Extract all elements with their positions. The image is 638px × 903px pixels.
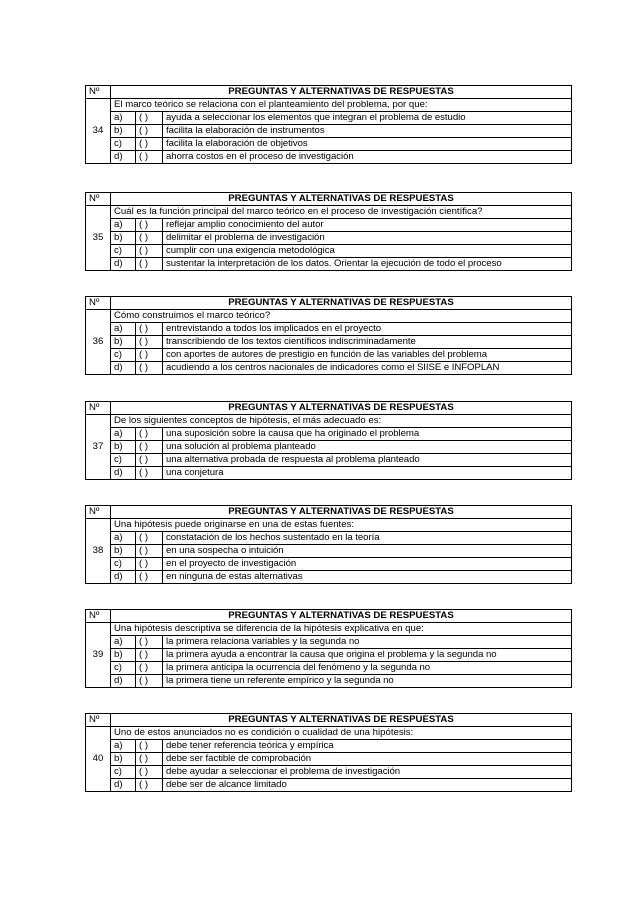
header-number-label: Nº: [86, 610, 111, 623]
answer-blank[interactable]: ( ): [136, 232, 163, 245]
stem-row: [86, 415, 572, 428]
answer-blank[interactable]: ( ): [136, 112, 163, 125]
header-title: PREGUNTAS Y ALTERNATIVAS DE RESPUESTAS: [111, 193, 572, 206]
stem-row: [86, 206, 572, 219]
answer-blank[interactable]: ( ): [136, 766, 163, 779]
option-text: la primera anticipa la ocurrencia del fenómeno y la segunda no: [163, 662, 572, 675]
option-letter: a): [111, 740, 136, 753]
answer-blank[interactable]: ( ): [136, 323, 163, 336]
option-row: [86, 349, 572, 362]
option-row: [86, 545, 572, 558]
option-text: la primera ayuda a encontrar la causa que origina el problema y la segunda no: [163, 649, 572, 662]
option-letter: d): [111, 258, 136, 271]
answer-blank[interactable]: ( ): [136, 532, 163, 545]
question-stem: Cómo construimos el marco teórico?: [111, 310, 572, 323]
option-row: [86, 151, 572, 164]
answer-blank[interactable]: ( ): [136, 753, 163, 766]
option-row: [86, 740, 572, 753]
option-text: una conjetura: [163, 467, 572, 480]
option-row: [86, 467, 572, 480]
question-number: 34: [86, 99, 111, 164]
option-row: [86, 649, 572, 662]
option-letter: c): [111, 245, 136, 258]
stem-row: [86, 623, 572, 636]
answer-blank[interactable]: ( ): [136, 649, 163, 662]
header-row: [86, 193, 572, 206]
option-text: facilita la elaboración de objetivos: [163, 138, 572, 151]
option-text: acudiendo a los centros nacionales de indicadores como el SIISE e INFOPLAN: [163, 362, 572, 375]
stem-row: [86, 99, 572, 112]
option-row: [86, 675, 572, 688]
header-row: [86, 714, 572, 727]
question-table: [85, 713, 572, 792]
option-letter: b): [111, 232, 136, 245]
question-table: [85, 296, 572, 375]
option-row: [86, 245, 572, 258]
question-number: 39: [86, 623, 111, 688]
answer-blank[interactable]: ( ): [136, 545, 163, 558]
header-row: [86, 506, 572, 519]
header-number-label: Nº: [86, 86, 111, 99]
option-letter: d): [111, 362, 136, 375]
header-title: PREGUNTAS Y ALTERNATIVAS DE RESPUESTAS: [111, 86, 572, 99]
header-number-label: Nº: [86, 506, 111, 519]
option-letter: b): [111, 441, 136, 454]
question-stem: El marco teórico se relaciona con el planteamiento del problema, por que:: [111, 99, 572, 112]
option-row: [86, 441, 572, 454]
option-letter: d): [111, 467, 136, 480]
answer-blank[interactable]: ( ): [136, 349, 163, 362]
answer-blank[interactable]: ( ): [136, 467, 163, 480]
header-row: [86, 86, 572, 99]
answer-blank[interactable]: ( ): [136, 428, 163, 441]
option-text: una alternativa probada de respuesta al problema planteado: [163, 454, 572, 467]
answer-blank[interactable]: ( ): [136, 740, 163, 753]
option-text: en el proyecto de investigación: [163, 558, 572, 571]
option-row: [86, 636, 572, 649]
answer-blank[interactable]: ( ): [136, 258, 163, 271]
question-table: [85, 85, 572, 164]
option-letter: a): [111, 219, 136, 232]
option-text: la primera tiene un referente empírico y la segunda no: [163, 675, 572, 688]
option-row: [86, 753, 572, 766]
question-number: 35: [86, 206, 111, 271]
answer-blank[interactable]: ( ): [136, 454, 163, 467]
option-letter: d): [111, 779, 136, 792]
option-text: debe ayudar a seleccionar el problema de investigación: [163, 766, 572, 779]
header-title: PREGUNTAS Y ALTERNATIVAS DE RESPUESTAS: [111, 297, 572, 310]
option-letter: c): [111, 138, 136, 151]
option-text: cumplir con una exigencia metodológica: [163, 245, 572, 258]
option-text: con aportes de autores de prestigio en función de las variables del problema: [163, 349, 572, 362]
header-row: [86, 297, 572, 310]
question-stem: Cuál es la función principal del marco teórico en el proceso de investigación científica?: [111, 206, 572, 219]
header-number-label: Nº: [86, 297, 111, 310]
option-text: ahorra costos en el proceso de investigación: [163, 151, 572, 164]
answer-blank[interactable]: ( ): [136, 125, 163, 138]
question-number: 36: [86, 310, 111, 375]
option-letter: a): [111, 323, 136, 336]
header-row: [86, 610, 572, 623]
option-letter: c): [111, 766, 136, 779]
option-text: la primera relaciona variables y la segunda no: [163, 636, 572, 649]
question-table: [85, 401, 572, 480]
option-text: reflejar amplio conocimiento del autor: [163, 219, 572, 232]
option-row: [86, 532, 572, 545]
question-table: [85, 609, 572, 688]
option-letter: d): [111, 151, 136, 164]
question-table: [85, 505, 572, 584]
option-letter: c): [111, 558, 136, 571]
option-text: debe tener referencia teórica y empírica: [163, 740, 572, 753]
answer-blank[interactable]: ( ): [136, 362, 163, 375]
question-stem: Una hipótesis puede originarse en una de estas fuentes:: [111, 519, 572, 532]
option-text: ayuda a seleccionar los elementos que integran el problema de estudio: [163, 112, 572, 125]
option-text: delimitar el problema de investigación: [163, 232, 572, 245]
option-row: [86, 571, 572, 584]
answer-blank[interactable]: ( ): [136, 219, 163, 232]
option-row: [86, 766, 572, 779]
option-row: [86, 323, 572, 336]
answer-blank[interactable]: ( ): [136, 441, 163, 454]
question-number: 40: [86, 727, 111, 792]
option-row: [86, 219, 572, 232]
answer-blank[interactable]: ( ): [136, 662, 163, 675]
option-row: [86, 112, 572, 125]
header-number-label: Nº: [86, 402, 111, 415]
answer-blank[interactable]: ( ): [136, 138, 163, 151]
answer-blank[interactable]: ( ): [136, 779, 163, 792]
option-text: en una sospecha o intuición: [163, 545, 572, 558]
option-letter: b): [111, 125, 136, 138]
answer-blank[interactable]: ( ): [136, 245, 163, 258]
answer-blank[interactable]: ( ): [136, 636, 163, 649]
question-stem: De los siguientes conceptos de hipótesis, el más adecuado es:: [111, 415, 572, 428]
option-letter: c): [111, 662, 136, 675]
option-letter: d): [111, 675, 136, 688]
answer-blank[interactable]: ( ): [136, 336, 163, 349]
answer-blank[interactable]: ( ): [136, 571, 163, 584]
option-text: entrevistando a todos los implicados en el proyecto: [163, 323, 572, 336]
header-title: PREGUNTAS Y ALTERNATIVAS DE RESPUESTAS: [111, 610, 572, 623]
stem-row: [86, 310, 572, 323]
stem-row: [86, 727, 572, 740]
header-number-label: Nº: [86, 714, 111, 727]
option-letter: b): [111, 649, 136, 662]
option-letter: d): [111, 571, 136, 584]
question-stem: Una hipótesis descriptiva se diferencia de la hipótesis explicativa en que:: [111, 623, 572, 636]
header-title: PREGUNTAS Y ALTERNATIVAS DE RESPUESTAS: [111, 402, 572, 415]
option-row: [86, 336, 572, 349]
stem-row: [86, 519, 572, 532]
option-text: en ninguna de estas alternativas: [163, 571, 572, 584]
header-title: PREGUNTAS Y ALTERNATIVAS DE RESPUESTAS: [111, 714, 572, 727]
option-row: [86, 232, 572, 245]
option-letter: a): [111, 428, 136, 441]
question-table: [85, 192, 572, 271]
option-letter: c): [111, 349, 136, 362]
option-text: constatación de los hechos sustentado en la teoría: [163, 532, 572, 545]
option-text: sustentar la interpretación de los datos. Orientar la ejecución de todo el proceso: [163, 258, 572, 271]
option-row: [86, 428, 572, 441]
option-row: [86, 138, 572, 151]
option-letter: a): [111, 112, 136, 125]
option-row: [86, 558, 572, 571]
option-letter: b): [111, 753, 136, 766]
answer-blank[interactable]: ( ): [136, 151, 163, 164]
option-row: [86, 258, 572, 271]
option-row: [86, 454, 572, 467]
header-number-label: Nº: [86, 193, 111, 206]
option-row: [86, 362, 572, 375]
option-letter: b): [111, 336, 136, 349]
option-row: [86, 779, 572, 792]
question-stem: Uno de estos anunciados no es condición o cualidad de una hipótesis:: [111, 727, 572, 740]
option-letter: b): [111, 545, 136, 558]
option-letter: a): [111, 636, 136, 649]
option-letter: c): [111, 454, 136, 467]
option-text: facilita la elaboración de instrumentos: [163, 125, 572, 138]
answer-blank[interactable]: ( ): [136, 558, 163, 571]
option-text: una solución al problema planteado: [163, 441, 572, 454]
header-row: [86, 402, 572, 415]
option-row: [86, 662, 572, 675]
option-row: [86, 125, 572, 138]
option-text: debe ser factible de comprobación: [163, 753, 572, 766]
header-title: PREGUNTAS Y ALTERNATIVAS DE RESPUESTAS: [111, 506, 572, 519]
question-number: 38: [86, 519, 111, 584]
answer-blank[interactable]: ( ): [136, 675, 163, 688]
option-text: transcribiendo de los textos científicos indiscriminadamente: [163, 336, 572, 349]
question-number: 37: [86, 415, 111, 480]
option-letter: a): [111, 532, 136, 545]
option-text: una suposición sobre la causa que ha originado el problema: [163, 428, 572, 441]
option-text: debe ser de alcance limitado: [163, 779, 572, 792]
